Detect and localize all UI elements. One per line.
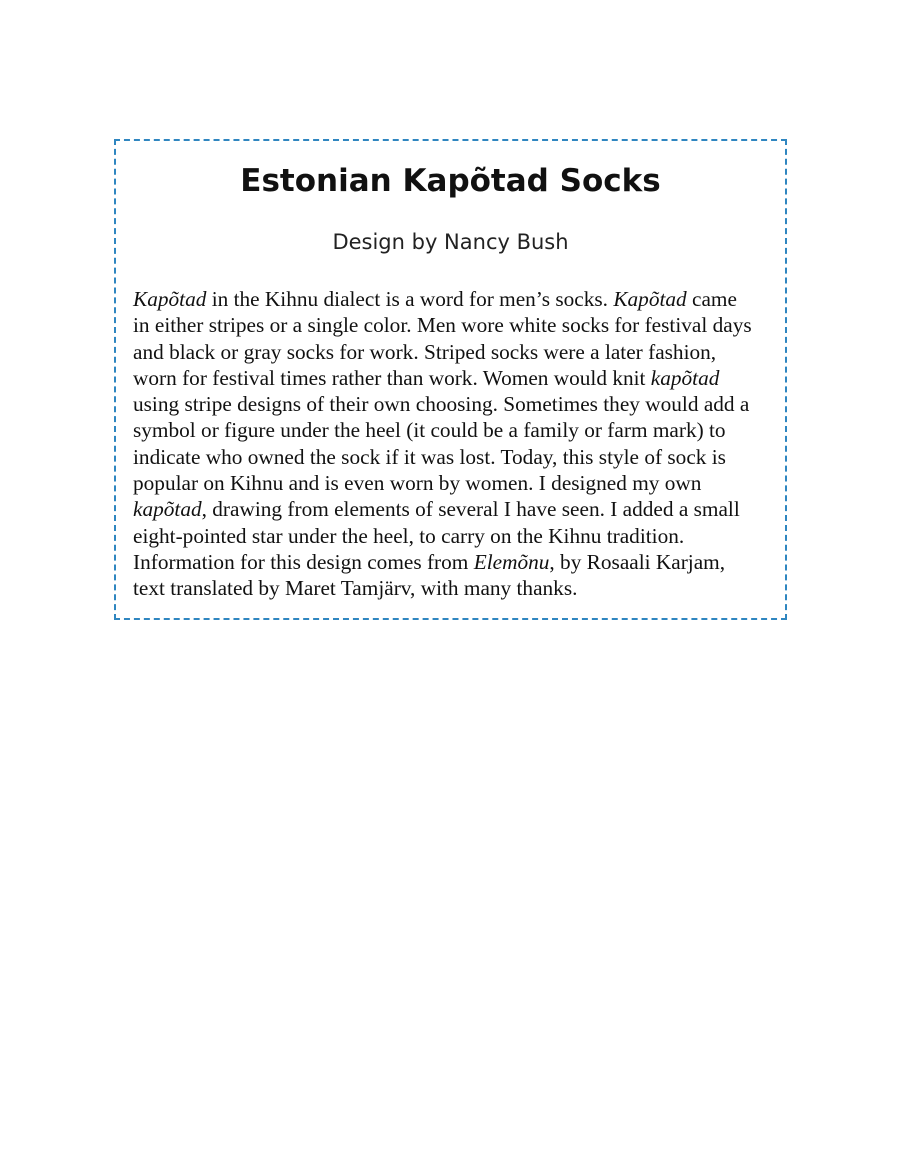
term-kapotad: Kapõtad [613,287,687,311]
description-text: in the Kihnu dialect is a word for men’s socks. [206,287,614,311]
pattern-info-box [114,139,787,620]
description-text: using stripe designs of their own choosing. Sometimes they would add a symbol or figure under the heel (it could be a family or farm mark) to indicate who owned the sock if it was lost. Today, this style of sock is popular on Kihnu and is even worn by women. I designed my own [133,392,750,496]
description-text: , drawing from elements of several I have seen. I added a small eight-pointed star under the heel, to carry on the Kihnu tradition. Information for this design comes from [133,497,740,574]
term-kapotad: kapõtad [650,365,720,390]
term-kapotad: kapõtad [133,497,202,522]
description-text: came in either stripes or a single color. Men wore white socks for festival days and black or gray socks for work. Striped socks were a later fashion, worn for festival times rather than work. Women would knit [133,287,752,390]
description-text: , by Rosaali Karjam, text translated by Maret Tamjärv, with many thanks. [133,549,726,601]
designer-credit: Design by Nancy Bush [332,230,569,254]
term-kapotad: Kapõtad [133,287,207,311]
book-title: Elemõnu [473,549,550,574]
pattern-title: Estonian Kapõtad Socks [240,163,661,199]
pattern-description [133,286,755,602]
